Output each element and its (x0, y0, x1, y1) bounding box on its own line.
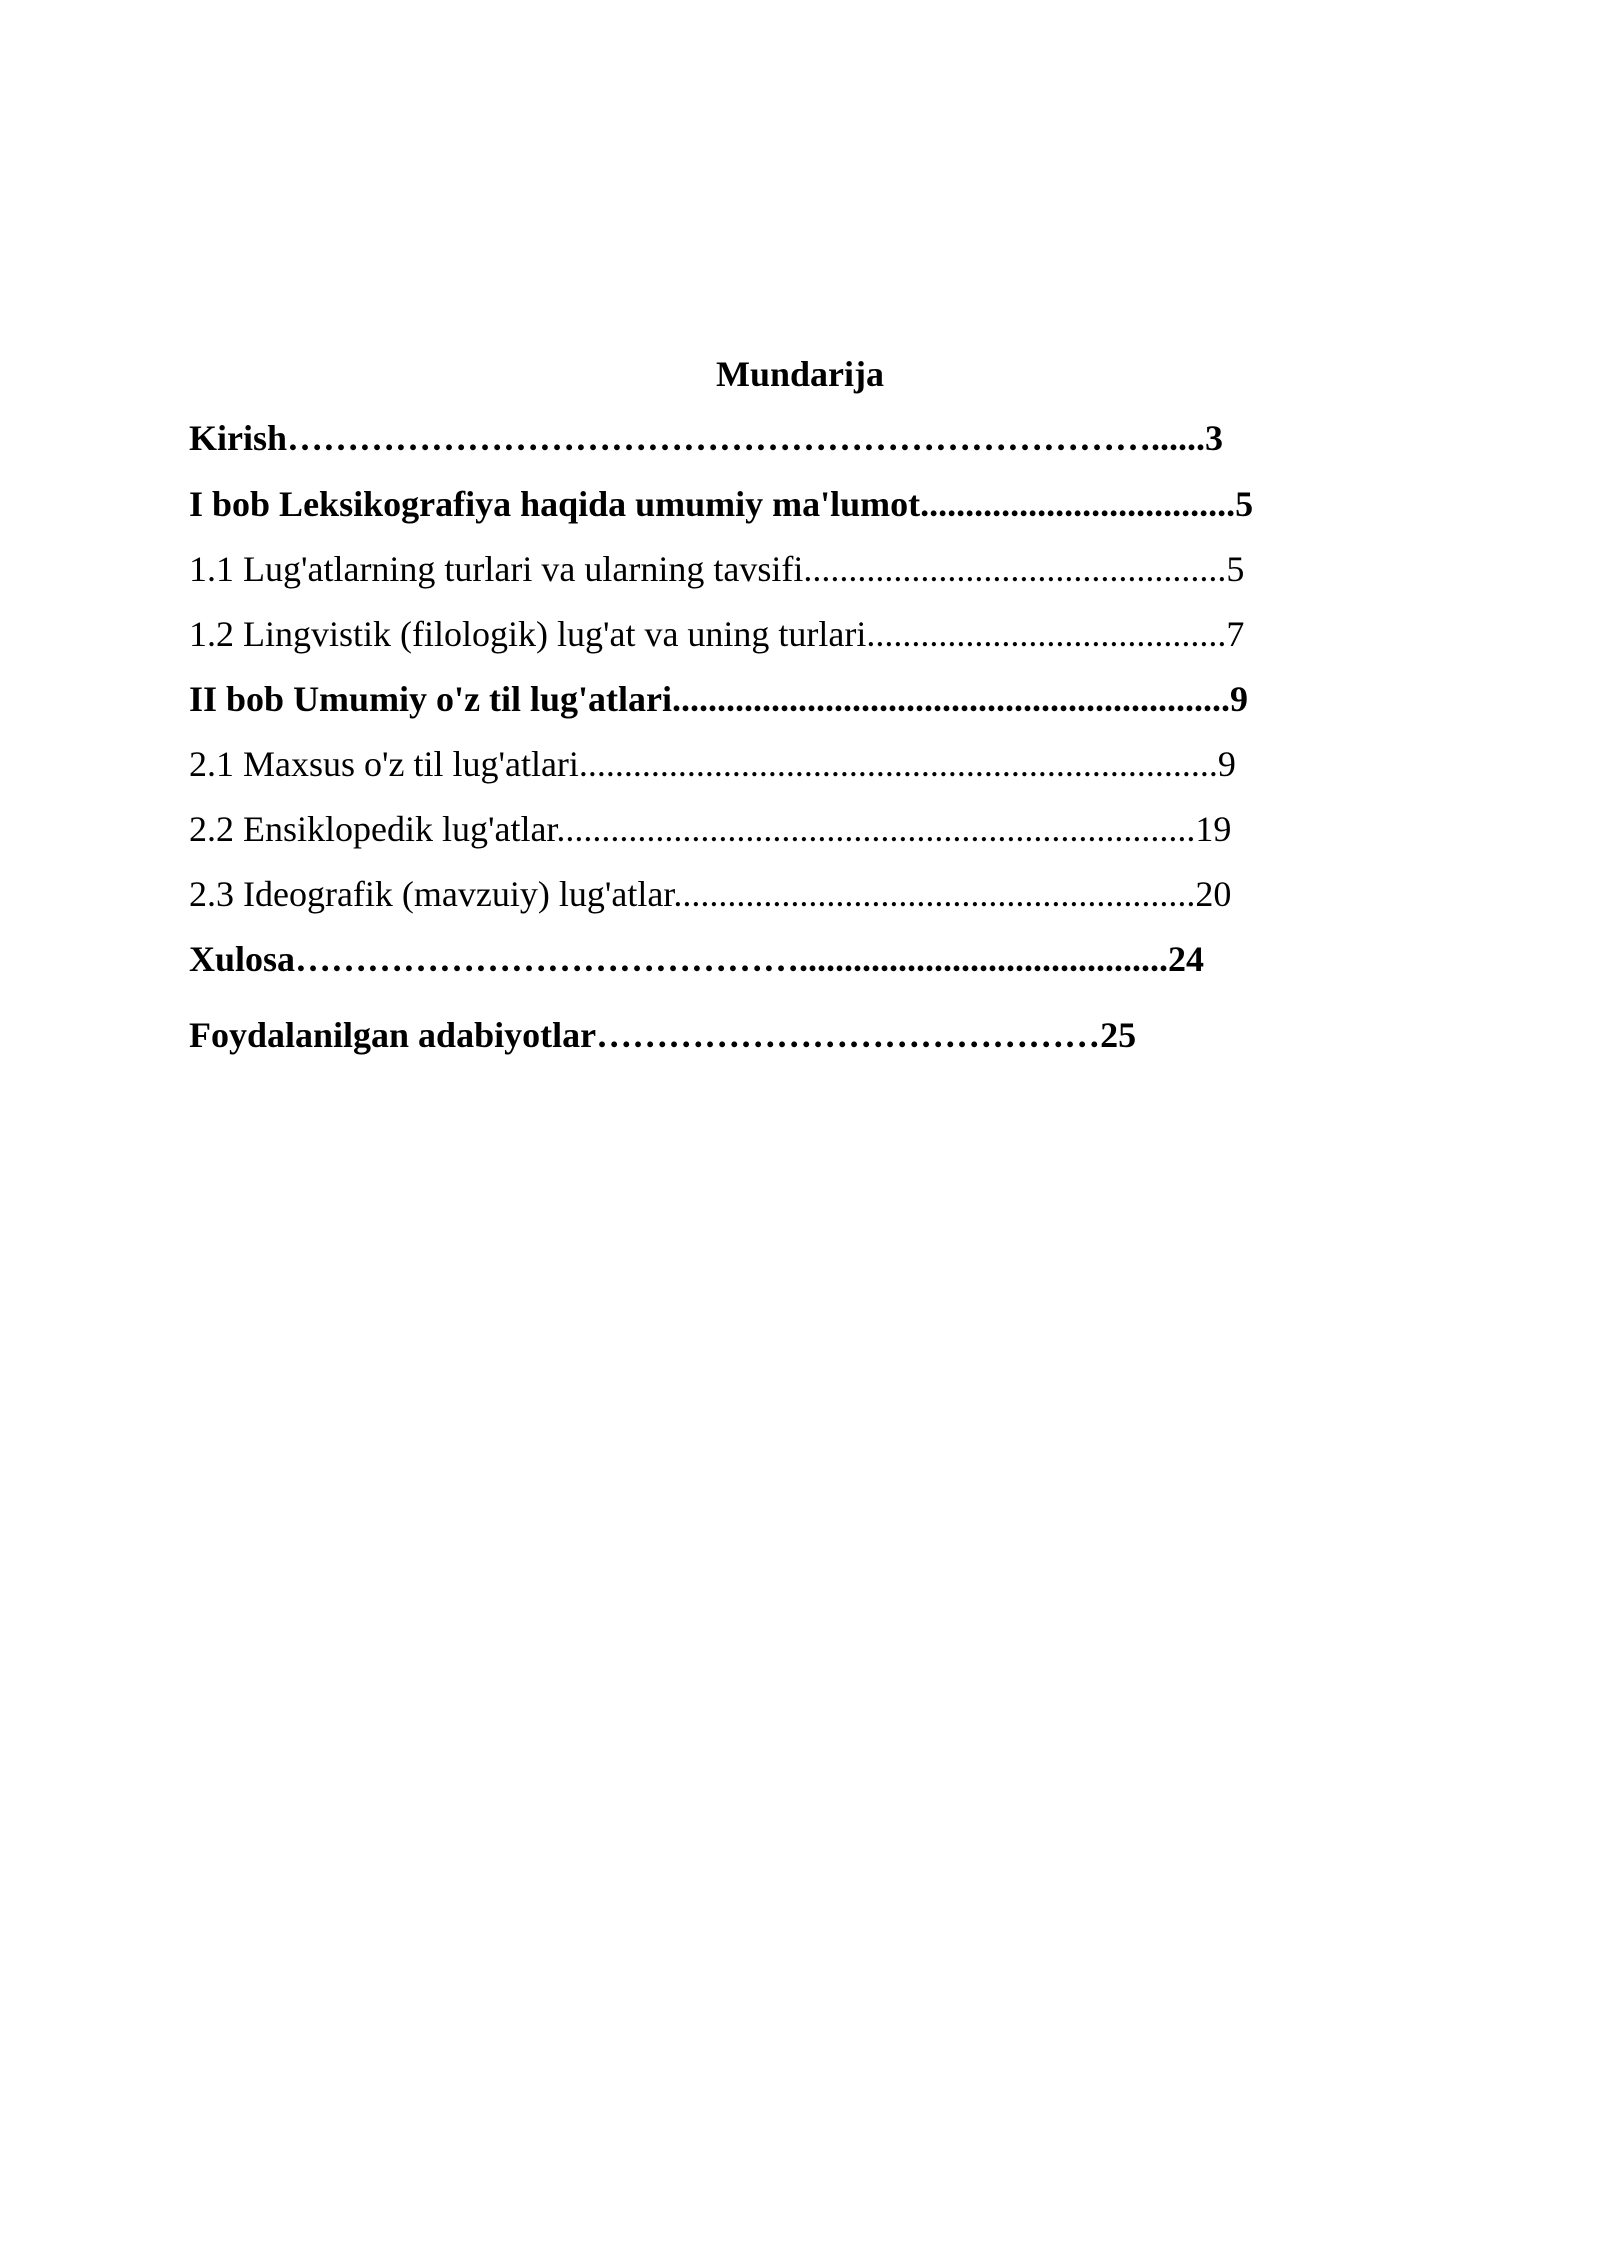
toc-entry-xulosa (189, 935, 1204, 983)
toc-entry-chapter-1 (189, 480, 1253, 528)
toc-entry-1-2 (189, 610, 1244, 658)
toc-entry-text: 1.1 Lug'atlarning turlari va ularning tavsifi...............................................5 (189, 549, 1245, 589)
toc-entry-1-1 (189, 545, 1244, 593)
toc-entry-kirish (189, 414, 1223, 462)
toc-entry-chapter-2 (189, 675, 1248, 723)
toc-entry-text: 2.1 Maxsus o'z til lug'atlari.......................................................................9 (189, 744, 1236, 784)
toc-title: Mundarija (715, 354, 884, 394)
toc-entry-2-1 (189, 740, 1236, 788)
toc-entry-text: 1.2 Lingvistik (filologik) lug'at va uning turlari........................................7 (189, 614, 1245, 654)
toc-entry-text: Xulosa…………………………………….........................................24 (189, 939, 1205, 979)
toc-entry-text: Foydalanilgan adabiyotlar……………………………………25 (189, 1015, 1137, 1055)
toc-entry-text: 2.2 Ensiklopedik lug'atlar.......................................................................19 (189, 809, 1232, 849)
toc-entry-text: Kirish………………………………………………………………......3 (189, 418, 1224, 458)
toc-entry-references (189, 1011, 1136, 1059)
toc-entry-2-2 (189, 805, 1231, 853)
toc-entry-text: 2.3 Ideografik (mavzuiy) lug'atlar..........................................................20 (189, 874, 1232, 914)
toc-entry-text: II bob Umumiy o'z til lug'atlari..............................................................9 (189, 679, 1249, 719)
toc-entry-2-3 (189, 870, 1231, 918)
toc-entry-text: I bob Leksikografiya haqida umumiy ma'lumot...................................5 (189, 484, 1254, 524)
